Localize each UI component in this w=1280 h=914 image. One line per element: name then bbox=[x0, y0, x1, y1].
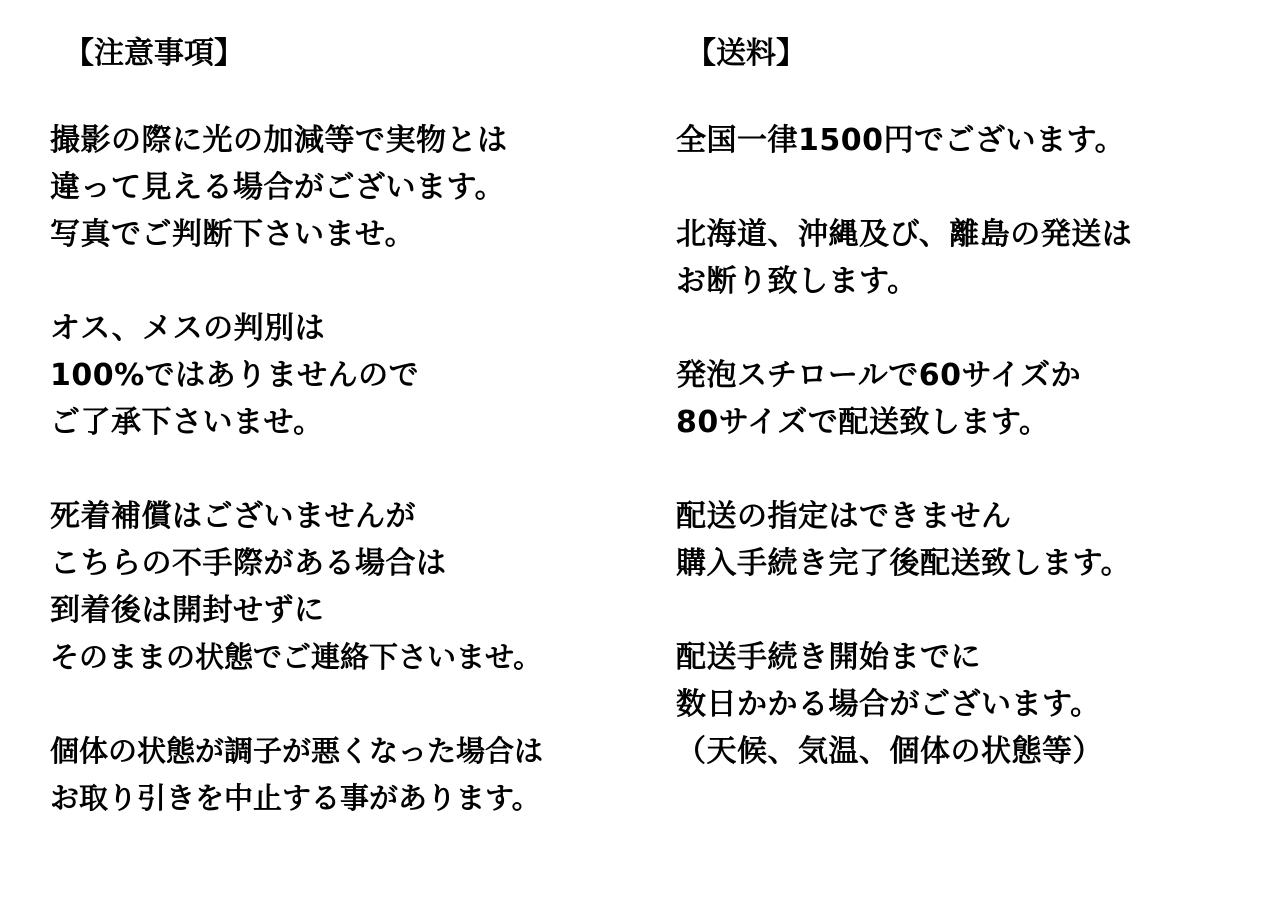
notes-paragraph-guarantee bbox=[50, 493, 650, 681]
text-line: 写真でご判断下さいませ。 bbox=[50, 217, 416, 252]
shipping-paragraph-size bbox=[676, 352, 1266, 446]
text-line: お断り致します。 bbox=[676, 264, 918, 299]
text-line: 80サイズで配送致します。 bbox=[676, 405, 1050, 440]
text-line: 配送手続き開始までに bbox=[676, 640, 981, 675]
notes-paragraph-cancel bbox=[50, 728, 650, 822]
text-line: 死着補償はございませんが bbox=[50, 499, 416, 534]
notes-column bbox=[50, 30, 650, 869]
notes-heading: 【注意事項】 bbox=[64, 36, 244, 71]
text-line: オス、メスの判別は bbox=[50, 311, 326, 346]
shipping-column bbox=[676, 30, 1266, 822]
text-line: 北海道、沖縄及び、離島の発送は bbox=[676, 217, 1133, 252]
shipping-paragraph-fee bbox=[676, 117, 1266, 164]
text-line: ご了承下さいませ。 bbox=[50, 405, 324, 440]
notes-paragraph-sex bbox=[50, 305, 650, 446]
text-line: 撮影の際に光の加減等で実物とは bbox=[50, 123, 508, 158]
text-line: 個体の状態が調子が悪くなった場合は bbox=[50, 734, 544, 768]
text-line: 到着後は開封せずに bbox=[50, 593, 325, 628]
shipping-paragraph-timing bbox=[676, 634, 1266, 775]
text-line: 数日かかる場合がございます。 bbox=[676, 687, 1101, 722]
text-line: 発泡スチロールで60サイズか bbox=[676, 358, 1082, 393]
shipping-heading: 【送料】 bbox=[686, 36, 806, 71]
notes-paragraph-photo bbox=[50, 117, 650, 258]
text-line: 全国一律1500円でございます。 bbox=[676, 123, 1126, 158]
text-line: 配送の指定はできません bbox=[676, 499, 1012, 534]
text-line: 違って見える場合がございます。 bbox=[50, 170, 506, 205]
text-line: こちらの不手際がある場合は bbox=[50, 546, 447, 581]
text-line: お取り引きを中止する事があります。 bbox=[50, 781, 541, 815]
text-line: 100%ではありませんので bbox=[50, 358, 420, 393]
shipping-paragraph-regions bbox=[676, 211, 1266, 305]
text-line: （天候、気温、個体の状態等） bbox=[676, 734, 1103, 769]
text-line: そのままの状態でご連絡下さいませ。 bbox=[50, 640, 543, 674]
shipping-paragraph-delivery bbox=[676, 493, 1266, 587]
text-line: 購入手続き完了後配送致します。 bbox=[676, 546, 1132, 581]
